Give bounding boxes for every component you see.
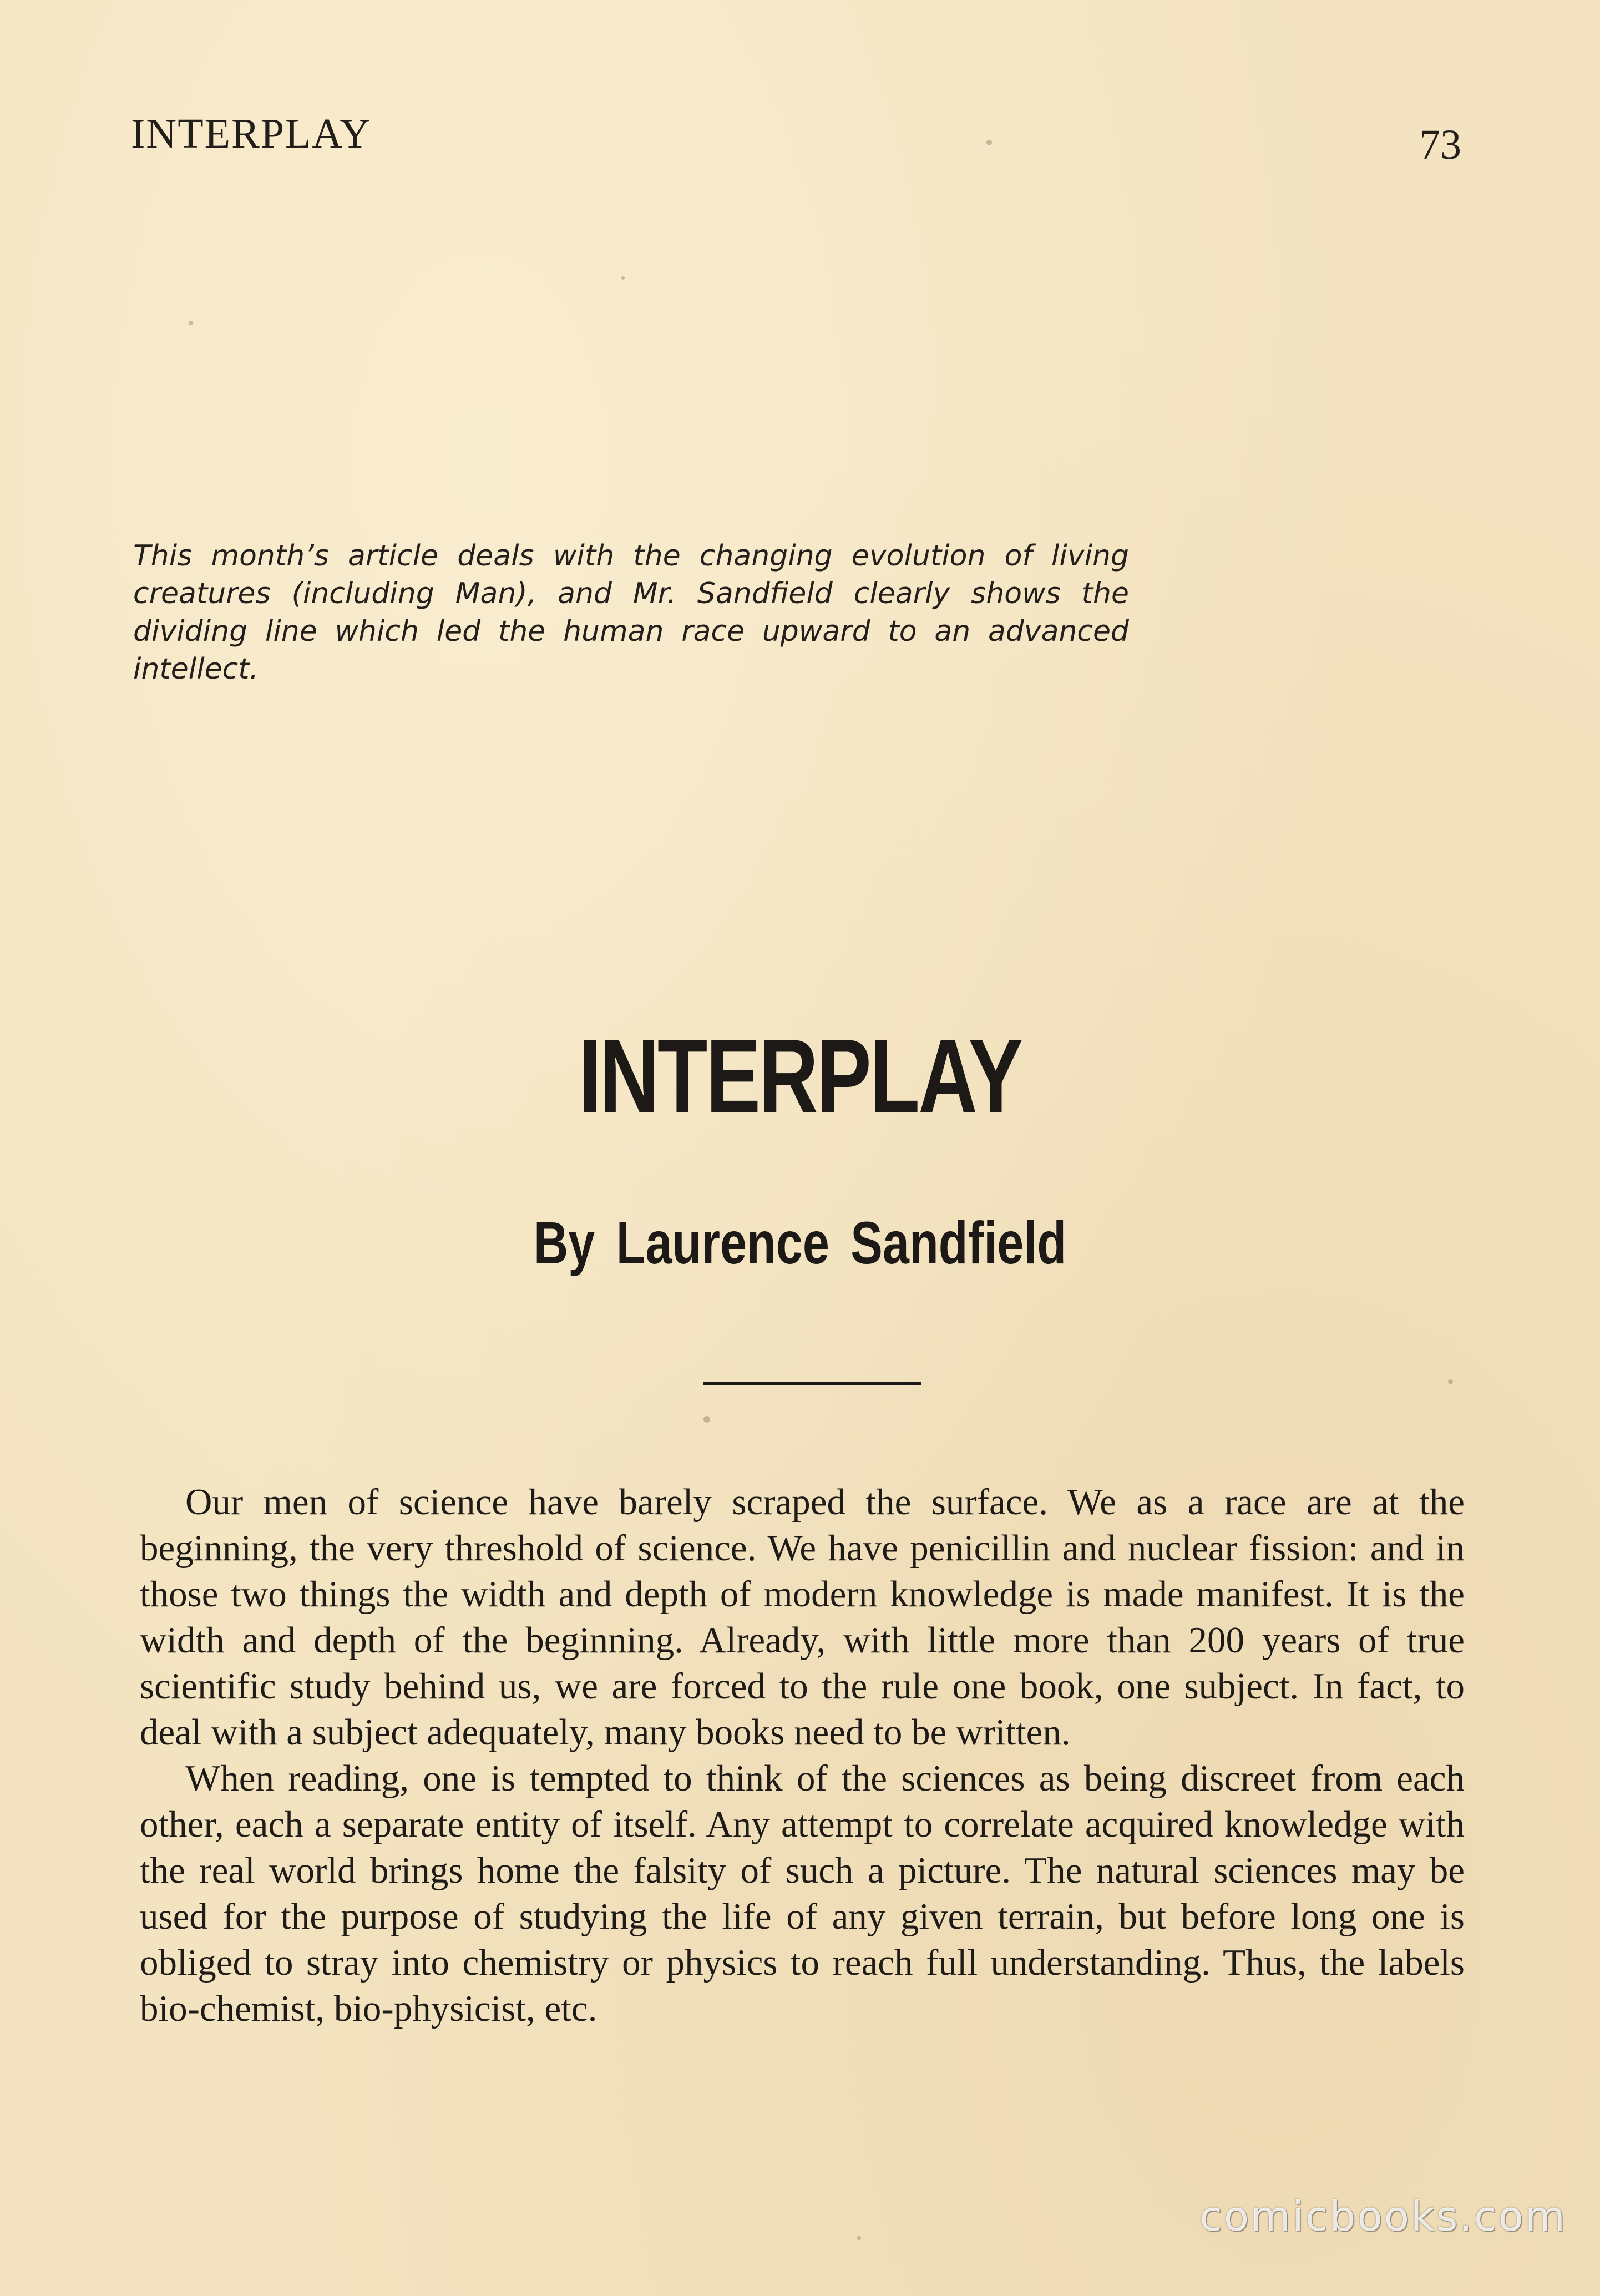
paper-speck — [621, 276, 625, 280]
article-body — [140, 1479, 1465, 2032]
paper-speck — [703, 1416, 710, 1423]
paper-speck — [1448, 1379, 1453, 1384]
title-divider — [703, 1382, 921, 1385]
running-head: INTERPLAY — [131, 110, 372, 157]
article-title: INTERPLAY — [578, 1018, 1022, 1135]
paper-speck — [986, 140, 992, 145]
paper-speck — [857, 2236, 861, 2240]
article-intro: This month’s article deals with the changing evolution of living creatures (including Man), and Mr. Sandfield clearly shows the dividing line which led the human race upward to an advanced intellect. — [133, 539, 1129, 686]
body-paragraph: When reading, one is tempted to think of the sciences as being discreet from each other, each a separate entity of itself. Any attempt to correlate acquired knowledge with the real world brings home the falsity of such a picture. The natural sciences may be used for the purpose of studying the life of any given terrain, but before long one is obliged to stray into chemistry or physics to reach full understanding. Thus, the labels bio-chemist, bio-physicist, etc. — [140, 1758, 1465, 2029]
page-number: 73 — [1419, 122, 1461, 168]
body-paragraph: Our men of science have barely scraped the surface. We as a race are at the beginning, the very threshold of science. We have penicillin and nuclear fission: and in those two things the width and depth of modern knowledge is made manifest. It is the width and depth of the beginning. Already, with little more than 200 years of true scientific study behind us, we are forced to the rule one book, one subject. In fact, to deal with a subject adequately, many books need to be written. — [140, 1481, 1465, 1753]
paper-speck — [189, 321, 193, 325]
article-byline: By Laurence Sandfield — [533, 1209, 1067, 1276]
site-watermark: comicbooks.com — [1199, 2193, 1567, 2241]
